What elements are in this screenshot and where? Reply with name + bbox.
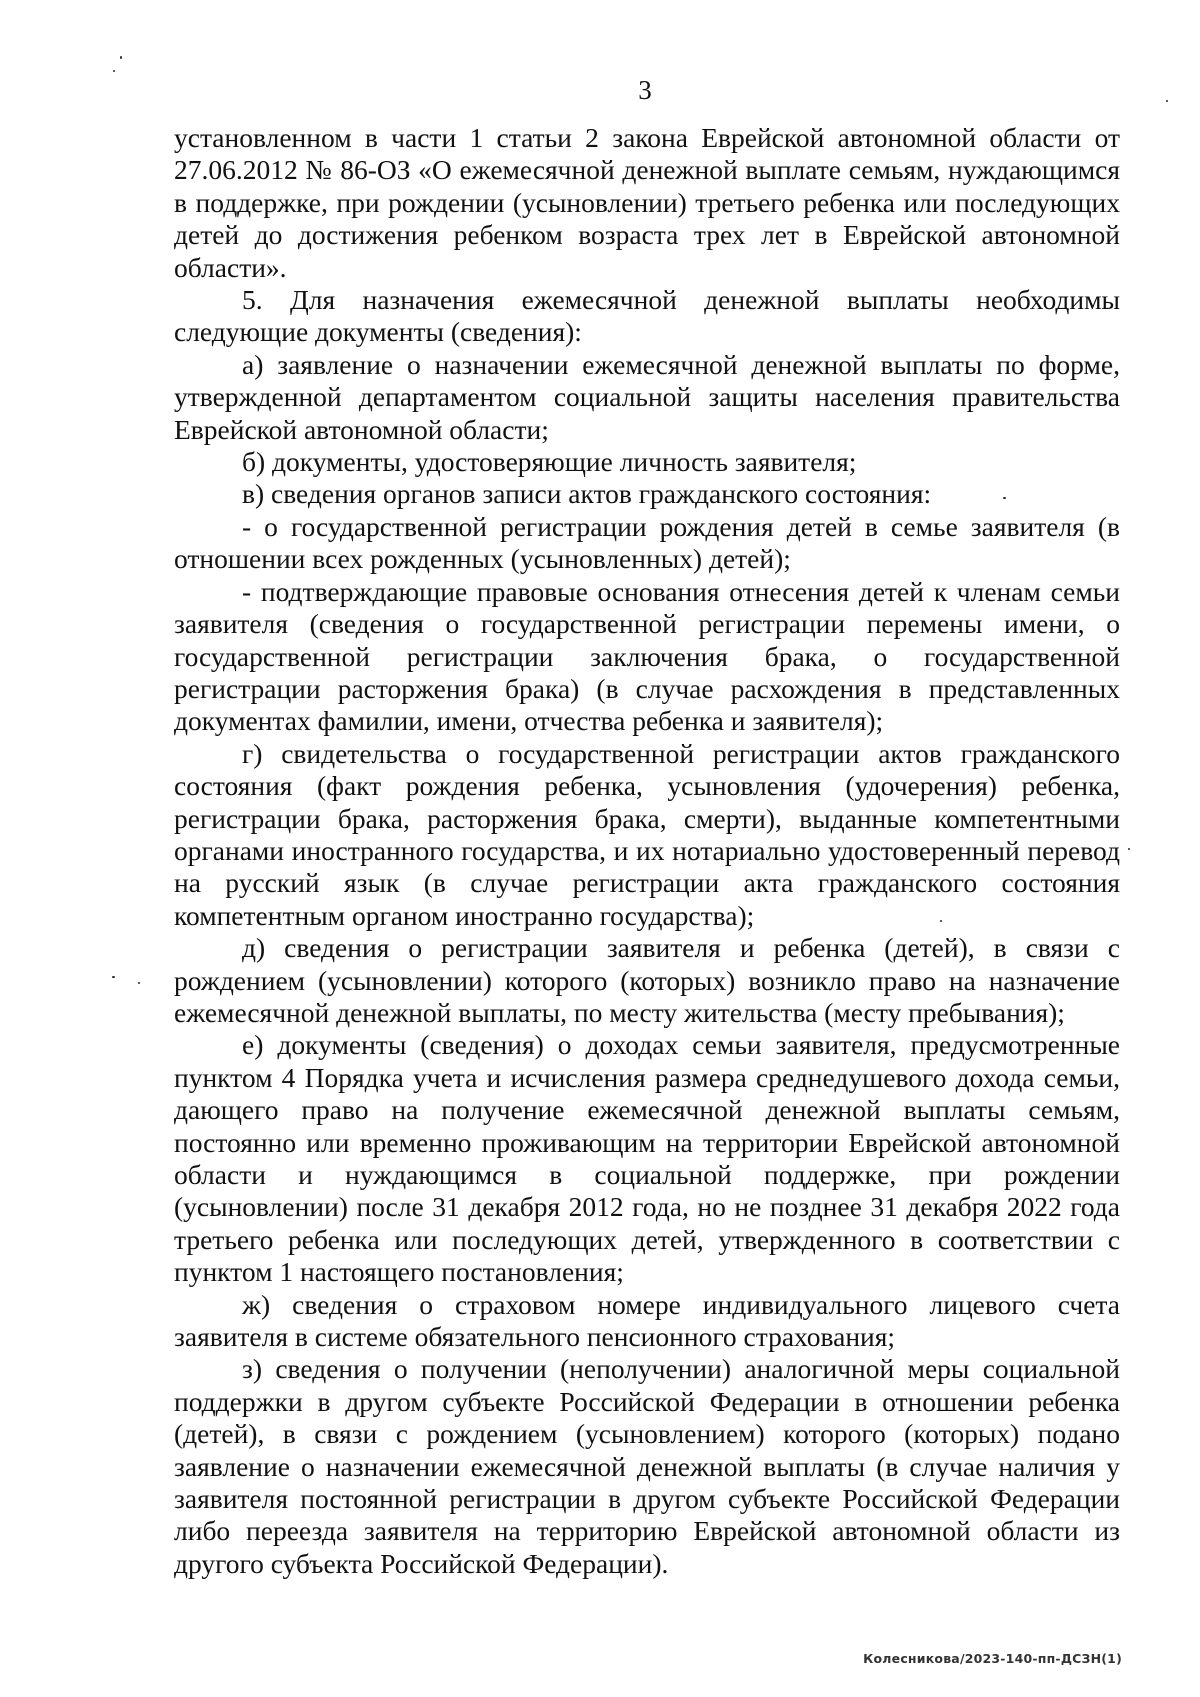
scan-speck <box>138 982 140 984</box>
paragraph-item-5: 5. Для назначения ежемесячной денежной выплаты необходимы следующие документы (сведения): <box>174 284 1120 348</box>
document-body <box>174 122 1120 1580</box>
scan-speck <box>112 976 115 978</box>
scan-speck <box>1003 497 1006 499</box>
scan-speck <box>1128 848 1130 850</box>
paragraph-item-a: а) заявление о назначении ежемесячной денежной выплаты по форме, утвержденной департаментом социальной защиты населения правительства Еврейской автономной области; <box>174 348 1120 445</box>
paragraph-subitem-birth: - о государственной регистрации рождения детей в семье заявителя (в отношении всех рожденных (усыновленных) детей); <box>174 510 1120 575</box>
paragraph-item-v: в) сведения органов записи актов гражданского состояния: <box>242 478 932 510</box>
paragraph-item-d: д) сведения о регистрации заявителя и ребенка (детей), в связи с рождением (усыновлении) которого (которых) возникло право на назначение ежемесячной денежной выплаты, по месту жительства (месту пребывания); <box>174 932 1120 1028</box>
paragraph-item-b: б) документы, удостоверяющие личность заявителя; <box>242 446 857 478</box>
scan-speck <box>1166 100 1168 102</box>
paragraph-item-g: г) свидетельства о государственной регистрации актов гражданского состояния (факт рождения ребенка, усыновления (удочерения) ребенка, регистрации брака, расторжения брака, смерти), выданные компетентными органами иностранного государства, и их нотариально удостоверенный перевод на русский язык (в случае регистрации акта гражданского состояния компетентным органом иностранно государства); <box>174 737 1120 931</box>
scan-speck <box>120 56 122 59</box>
paragraph-continuation: установленном в части 1 статьи 2 закона Еврейской автономной области от 27.06.2012 № 86-ОЗ «О ежемесячной денежной выплате семьям, нуждающимся в поддержке, при рождении (усыновлении) третьего ребенка или последующих детей до достижения ребенком возраста трех лет в Еврейской автономной области». <box>174 122 1120 283</box>
scan-speck <box>940 920 942 922</box>
paragraph-subitem-family: - подтверждающие правовые основания отнесения детей к членам семьи заявителя (сведения о государственной регистрации перемены имени, о государственной регистрации заключения брака, о государственной регистрации расторжения брака) (в случае расхождения в представленных документах фамилии, имени, отчества ребенка и заявителя); <box>174 575 1120 737</box>
paragraph-item-z: з) сведения о получении (неполучении) аналогичной меры социальной поддержки в другом субъекте Российской Федерации в отношении ребенка (детей), в связи с рождением (усыновлением) которого (которых) подано заявление о назначении ежемесячной денежной выплаты (в случае наличия у заявителя постоянной регистрации в другом субъекте Российской Федерации либо переезда заявителя на территорию Еврейской автономной области из другого субъекта Российской Федерации). <box>174 1353 1120 1579</box>
page-number: 3 <box>638 75 652 105</box>
paragraph-item-e: е) документы (сведения) о доходах семьи заявителя, предусмотренные пунктом 4 Порядка учета и исчисления размера среднедушевого дохода семьи, дающего право на получение ежемесячной денежной выплаты семьям, постоянно или временно проживающим на территории Еврейской автономной области и нуждающимся в социальной поддержке, при рождении (усыновлении) после 31 декабря 2012 года, но не позднее 31 декабря 2022 года третьего ребенка или последующих детей, утвержденного в соответствии с пунктом 1 настоящего постановления; <box>174 1029 1120 1288</box>
paragraph-item-zh: ж) сведения о страховом номере индивидуального лицевого счета заявителя в системе обязательного пенсионного страхования; <box>174 1288 1120 1353</box>
scan-speck <box>113 70 115 72</box>
footer-reference: Колесникова/2023-140-пп-ДСЗН(1) <box>863 1651 1122 1666</box>
